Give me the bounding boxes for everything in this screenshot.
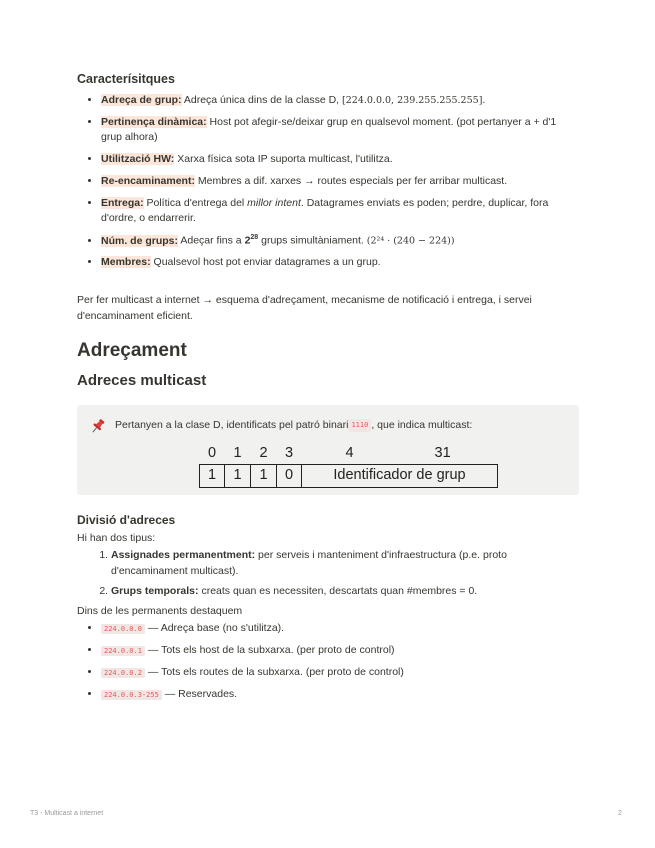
list-item: 2. Grups temporals: creats quan es necessiten, descartats quan #membres = 0.	[111, 584, 579, 600]
characteristics-heading: Caracterísitques	[77, 72, 175, 86]
page-number: 2	[618, 810, 622, 817]
characteristics-list	[77, 93, 579, 271]
bit-layout-diagram	[199, 443, 567, 489]
list-item: • Núm. de grups: Adeçar fins a $2^{28}$ grups simultàniament. (2²⁴ · (240 − 224))	[101, 233, 579, 249]
address-code: 224.0.0.0	[101, 624, 145, 634]
list-item: • 224.0.0.2 — Tots els routes de la subxarxa. (per proto de control)	[101, 665, 579, 681]
callout-text: Pertanyen a la clase D, identificats pel patró binari 1110 , que indica multicast:	[89, 417, 567, 435]
term: Membres:	[101, 256, 151, 269]
term: Adreça de grup:	[101, 93, 182, 106]
list-item: • 224.0.0.0 — Adreça base (no s'utilitza).	[101, 621, 579, 637]
pushpin-icon	[89, 417, 107, 435]
list-item: • 224.0.0.1 — Tots els host de la subxarxa. (per proto de control)	[101, 643, 579, 659]
address-code: 224.0.0.1	[101, 646, 145, 656]
term: Re-encaminament:	[101, 174, 195, 187]
term: Utilització HW:	[101, 153, 175, 165]
binary-pattern-code: 1110	[348, 419, 371, 432]
list-item: • Pertinença dinàmica: Host pot afegir-se/deixar grup en qualsevol moment. (pot pertanyer a + d'1 grup alhora)	[101, 115, 579, 147]
list-item: • Utilització HW: Xarxa física sota IP suporta multicast, l'utilitza.	[101, 152, 579, 168]
list-item: • Adreça de grup: Adreça única dins de la classe D, [224.0.0.0, 239.255.255.255].	[101, 93, 579, 109]
address-code: 224.0.0.3-255	[101, 690, 162, 700]
term: Entrega:	[101, 196, 144, 209]
footer-title: T3 - Multicast a internet	[30, 810, 104, 817]
permanent-intro: Dins de les permanents destaquem	[77, 604, 243, 617]
list-item: • Entrega: Política d'entrega del millor intent. Datagrames enviats es poden; perdre, duplicar, fora d'ordre, o endarrerir.	[101, 196, 579, 228]
address-code: 224.0.0.2	[101, 668, 145, 678]
list-item: • 224.0.0.3-255 — Reservades.	[101, 687, 579, 703]
math-range: [224.0.0.0, 239.255.255.255]	[342, 94, 483, 106]
callout-box	[77, 405, 579, 495]
list-item: • Re-encaminament: Membres a dif. xarxes → routes especials per fer arribar multicast.	[101, 174, 579, 190]
address-types-list	[77, 548, 579, 599]
permanent-addresses-list	[77, 621, 579, 702]
term: Núm. de grups:	[101, 234, 179, 247]
section-heading: Adreçament	[77, 339, 187, 361]
term: Pertinença dinàmica:	[101, 115, 207, 128]
bit-value-row: 1 1 1 0 Identificador de grup	[200, 465, 498, 488]
subsection-heading: Adreces multicast	[77, 372, 207, 390]
division-heading: Divisió d'adreces	[77, 512, 176, 527]
summary-paragraph: Per fer multicast a internet → esquema d'adreçament, mecanisme de notificació i entrega, i servei d'encaminament eficient.	[77, 294, 532, 322]
page-content	[77, 70, 579, 708]
list-item: 1. Assignades permanentment: per serveis i manteniment d'infraestructura (p.e. proto d'encaminament multicast).	[111, 548, 579, 580]
list-item: • Membres: Qualsevol host pot enviar datagrames a un grup.	[101, 255, 579, 271]
math-formula: (2²⁴ · (240 − 224))	[366, 235, 455, 247]
bit-table	[199, 443, 498, 489]
division-intro: Hi han dos tipus:	[77, 531, 156, 544]
bit-index-row: 0 1 2 3 4 31	[207, 444, 451, 461]
